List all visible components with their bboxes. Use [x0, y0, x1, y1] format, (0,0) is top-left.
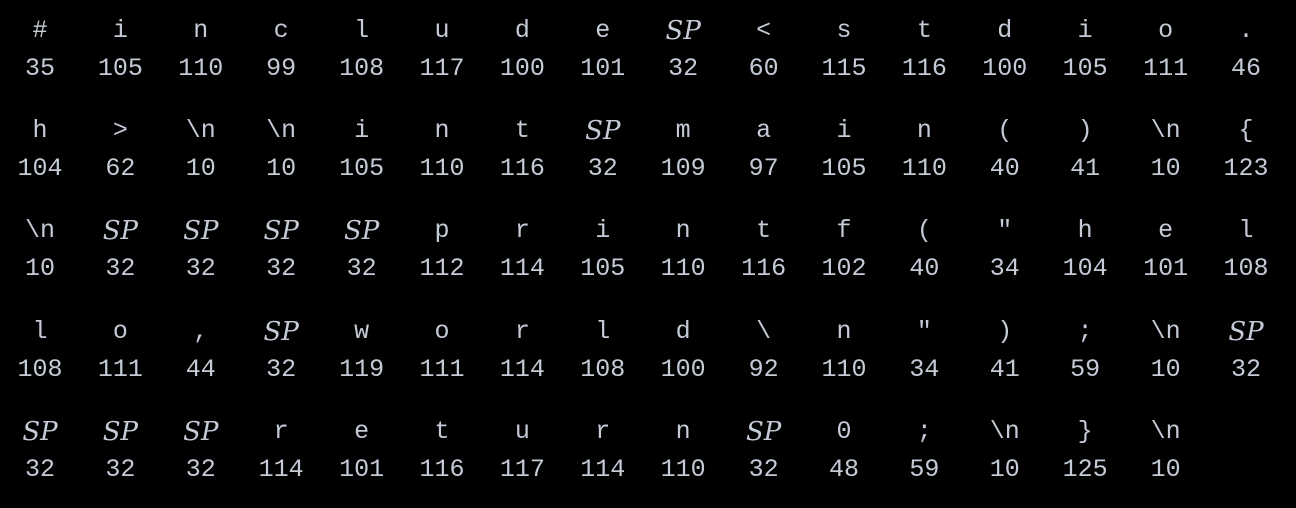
char-cell — [161, 0, 241, 83]
char-code: 111 — [97, 354, 143, 384]
char-code: 92 — [748, 354, 779, 384]
char-glyph: \n — [185, 116, 216, 146]
char-cell — [563, 0, 643, 83]
char-glyph: h — [1077, 216, 1093, 246]
char-cell — [884, 200, 964, 284]
char-code: 116 — [741, 254, 787, 284]
char-glyph: SP — [183, 216, 219, 247]
char-glyph: " — [916, 316, 932, 346]
char-code: 112 — [419, 254, 465, 284]
char-cell — [724, 200, 804, 284]
char-cell — [1045, 100, 1125, 184]
char-glyph: SP — [263, 316, 299, 347]
char-glyph: \n — [989, 416, 1020, 446]
char-glyph: SP — [102, 216, 139, 247]
char-glyph: r — [273, 416, 289, 446]
char-cell — [0, 0, 80, 83]
char-code: 10 — [1150, 454, 1181, 484]
char-glyph: o — [434, 316, 450, 346]
char-code: 100 — [660, 354, 706, 384]
char-glyph: o — [112, 316, 128, 346]
char-code: 32 — [266, 354, 297, 384]
char-cell — [563, 100, 643, 184]
char-cell — [322, 200, 402, 284]
char-glyph: l — [354, 16, 370, 45]
char-glyph: h — [32, 116, 48, 146]
char-glyph: SP — [745, 416, 782, 447]
char-cell — [724, 401, 804, 484]
char-code: 99 — [266, 54, 297, 83]
char-cell — [402, 100, 482, 184]
char-glyph: \ — [756, 316, 772, 346]
char-cell — [80, 200, 160, 284]
char-cell — [965, 0, 1045, 83]
char-glyph: i — [354, 116, 370, 146]
char-glyph: SP — [263, 216, 299, 247]
char-glyph: \n — [266, 116, 297, 146]
char-glyph: \n — [24, 216, 55, 246]
char-code: 60 — [748, 54, 779, 83]
char-code: 110 — [419, 154, 465, 184]
char-code: 34 — [909, 354, 940, 384]
char-code: 117 — [499, 454, 545, 484]
char-cell — [1126, 0, 1206, 83]
char-cell — [724, 0, 804, 83]
char-cell — [1206, 301, 1286, 384]
char-glyph: ( — [997, 116, 1013, 146]
char-code: 105 — [97, 54, 143, 83]
char-cell — [804, 301, 884, 384]
char-code: 40 — [989, 154, 1020, 184]
char-cell — [884, 401, 964, 484]
char-glyph: SP — [585, 116, 621, 147]
char-glyph: SP — [343, 216, 380, 247]
char-glyph: t — [514, 116, 530, 146]
char-glyph: < — [756, 16, 772, 45]
char-cell — [80, 401, 160, 484]
char-code: 105 — [1062, 54, 1108, 83]
char-code: 111 — [419, 354, 465, 384]
char-cell — [965, 301, 1045, 384]
char-glyph: ) — [997, 316, 1013, 346]
char-glyph: r — [595, 416, 611, 446]
char-cell — [1126, 301, 1206, 384]
char-glyph: SP — [22, 416, 58, 447]
char-cell — [965, 401, 1045, 484]
char-glyph: o — [1158, 16, 1174, 45]
char-cell — [643, 0, 723, 83]
char-code: 110 — [660, 454, 706, 484]
char-glyph: n — [916, 116, 932, 146]
char-cell — [1126, 200, 1206, 284]
char-code: 116 — [901, 54, 947, 83]
char-code: 10 — [989, 454, 1020, 484]
char-code: 41 — [1070, 154, 1101, 184]
char-code: 32 — [266, 254, 297, 284]
char-cell — [1045, 401, 1125, 484]
char-code: 62 — [105, 154, 136, 184]
char-cell — [482, 200, 562, 284]
char-glyph: i — [595, 216, 611, 246]
char-code: 109 — [660, 154, 706, 184]
char-code: 32 — [668, 54, 699, 83]
char-glyph: i — [112, 16, 128, 45]
char-cell — [161, 200, 241, 284]
char-glyph: u — [514, 416, 530, 446]
char-cell — [1206, 0, 1286, 83]
char-cell — [724, 100, 804, 184]
char-glyph: i — [836, 116, 852, 146]
char-code: 59 — [1070, 354, 1101, 384]
char-cell — [241, 401, 321, 484]
char-cell — [322, 0, 402, 83]
char-code: 105 — [580, 254, 626, 284]
char-cell — [80, 301, 160, 384]
char-glyph: l — [32, 316, 48, 346]
char-code: 115 — [821, 54, 867, 83]
char-cell — [322, 100, 402, 184]
char-code: 110 — [901, 154, 947, 184]
char-cell — [402, 0, 482, 83]
char-cell — [161, 401, 241, 484]
char-cell — [563, 200, 643, 284]
char-glyph: ( — [916, 216, 932, 246]
char-glyph: e — [354, 416, 370, 446]
char-code: 59 — [909, 454, 940, 484]
char-code: 32 — [105, 254, 136, 284]
char-code: 119 — [339, 354, 385, 384]
char-glyph: # — [32, 16, 48, 45]
char-code: 102 — [821, 254, 867, 284]
char-cell — [161, 100, 241, 184]
char-code: 32 — [346, 254, 377, 284]
char-cell — [1206, 200, 1286, 284]
char-code: 108 — [339, 54, 385, 83]
char-code: 116 — [419, 454, 465, 484]
char-code: 123 — [1223, 154, 1269, 184]
char-code: 32 — [105, 454, 136, 484]
char-code: 105 — [821, 154, 867, 184]
char-code: 10 — [1150, 154, 1181, 184]
char-glyph: " — [997, 216, 1013, 246]
char-cell — [241, 100, 321, 184]
char-cell — [965, 200, 1045, 284]
char-code: 110 — [660, 254, 706, 284]
char-glyph: l — [1238, 216, 1254, 246]
char-glyph: c — [273, 16, 289, 45]
char-glyph: f — [836, 216, 852, 246]
char-code: 101 — [580, 54, 626, 83]
char-cell — [804, 401, 884, 484]
char-cell — [482, 401, 562, 484]
char-glyph: t — [756, 216, 772, 246]
char-glyph: { — [1238, 116, 1254, 146]
char-cell — [563, 301, 643, 384]
char-code: 101 — [339, 454, 385, 484]
char-cell — [482, 0, 562, 83]
char-cell — [80, 0, 160, 83]
char-cell — [643, 200, 723, 284]
char-code: 114 — [499, 354, 545, 384]
char-code: 32 — [587, 154, 618, 184]
char-code: 32 — [748, 454, 779, 484]
char-code: 40 — [909, 254, 940, 284]
char-glyph: , — [193, 316, 209, 346]
char-glyph: > — [112, 116, 128, 146]
char-code: 34 — [989, 254, 1020, 284]
char-glyph: d — [514, 16, 530, 45]
char-glyph: ) — [1077, 116, 1093, 146]
char-code: 116 — [499, 154, 545, 184]
char-cell — [161, 301, 241, 384]
char-cell — [1045, 200, 1125, 284]
char-code: 108 — [17, 354, 63, 384]
char-code: 111 — [1143, 54, 1189, 83]
char-cell — [402, 301, 482, 384]
char-code: 114 — [258, 454, 304, 484]
char-cell — [1126, 100, 1206, 184]
char-glyph: l — [595, 316, 611, 346]
char-glyph: t — [916, 16, 932, 45]
char-glyph: n — [675, 416, 691, 446]
char-glyph: r — [514, 216, 530, 246]
char-code: 110 — [821, 354, 867, 384]
char-code: 97 — [748, 154, 779, 184]
char-cell — [884, 301, 964, 384]
char-code: 104 — [17, 154, 63, 184]
char-cell — [322, 301, 402, 384]
char-code: 114 — [499, 254, 545, 284]
char-cell — [402, 200, 482, 284]
char-code: 32 — [24, 454, 55, 484]
char-glyph: e — [1158, 216, 1174, 246]
char-code: 41 — [989, 354, 1020, 384]
char-cell — [643, 301, 723, 384]
char-glyph: ; — [916, 416, 932, 446]
char-glyph: w — [354, 316, 370, 346]
char-code: 10 — [24, 254, 55, 284]
char-glyph: } — [1077, 416, 1093, 446]
char-glyph: d — [997, 16, 1013, 45]
char-code: 114 — [580, 454, 626, 484]
char-glyph: n — [193, 16, 209, 45]
char-code: 101 — [1143, 254, 1189, 284]
char-cell — [804, 100, 884, 184]
char-code: 10 — [185, 154, 216, 184]
char-cell — [241, 200, 321, 284]
char-cell — [1206, 100, 1286, 184]
char-cell — [0, 100, 80, 184]
char-cell — [884, 100, 964, 184]
char-cell — [482, 100, 562, 184]
char-code: 32 — [1230, 354, 1261, 384]
char-cell — [482, 301, 562, 384]
char-glyph: r — [514, 316, 530, 346]
char-cell — [884, 0, 964, 83]
char-glyph: 0 — [836, 416, 852, 446]
char-code: 44 — [185, 354, 216, 384]
char-glyph: ; — [1077, 316, 1093, 346]
char-glyph: p — [434, 216, 450, 246]
char-code: 48 — [828, 454, 859, 484]
char-glyph: d — [675, 316, 691, 346]
char-code: 104 — [1062, 254, 1108, 284]
char-code: 108 — [1223, 254, 1269, 284]
char-glyph: SP — [183, 416, 219, 447]
char-glyph: s — [836, 16, 852, 45]
char-code: 110 — [178, 54, 224, 83]
char-glyph: \n — [1150, 416, 1181, 446]
char-cell — [80, 100, 160, 184]
char-glyph: n — [675, 216, 691, 246]
char-glyph: \n — [1150, 316, 1181, 346]
char-code: 32 — [185, 254, 216, 284]
char-glyph: SP — [102, 416, 139, 447]
char-code: 35 — [24, 54, 55, 83]
char-cell — [643, 401, 723, 484]
char-glyph: \n — [1150, 116, 1181, 146]
char-glyph: i — [1077, 16, 1093, 45]
char-glyph: . — [1238, 16, 1254, 45]
char-cell — [241, 301, 321, 384]
char-glyph: m — [675, 116, 691, 146]
char-cell — [0, 401, 80, 484]
char-cell — [1045, 301, 1125, 384]
char-glyph: SP — [665, 16, 701, 46]
char-code: 100 — [982, 54, 1028, 83]
char-glyph: a — [756, 116, 772, 146]
char-cell — [402, 401, 482, 484]
char-cell — [643, 100, 723, 184]
char-glyph: n — [434, 116, 450, 146]
char-code: 10 — [1150, 354, 1181, 384]
char-cell — [1126, 401, 1206, 484]
char-code: 105 — [339, 154, 385, 184]
char-cell — [322, 401, 402, 484]
char-cell — [0, 200, 80, 284]
char-glyph: SP — [1228, 316, 1264, 347]
char-glyph: t — [434, 416, 450, 446]
char-glyph: e — [595, 16, 611, 45]
char-cell — [724, 301, 804, 384]
char-cell — [241, 0, 321, 83]
char-code: 125 — [1062, 454, 1108, 484]
char-glyph: n — [836, 316, 852, 346]
char-glyph: u — [434, 16, 450, 45]
char-code: 46 — [1230, 54, 1261, 83]
char-code: 32 — [185, 454, 216, 484]
char-cell — [563, 401, 643, 484]
char-code: 117 — [419, 54, 465, 83]
char-cell — [965, 100, 1045, 184]
char-cell — [804, 200, 884, 284]
char-cell — [0, 301, 80, 384]
char-code: 100 — [499, 54, 545, 83]
char-code: 108 — [580, 354, 626, 384]
char-cell — [804, 0, 884, 83]
char-cell — [1045, 0, 1125, 83]
char-code: 10 — [266, 154, 297, 184]
